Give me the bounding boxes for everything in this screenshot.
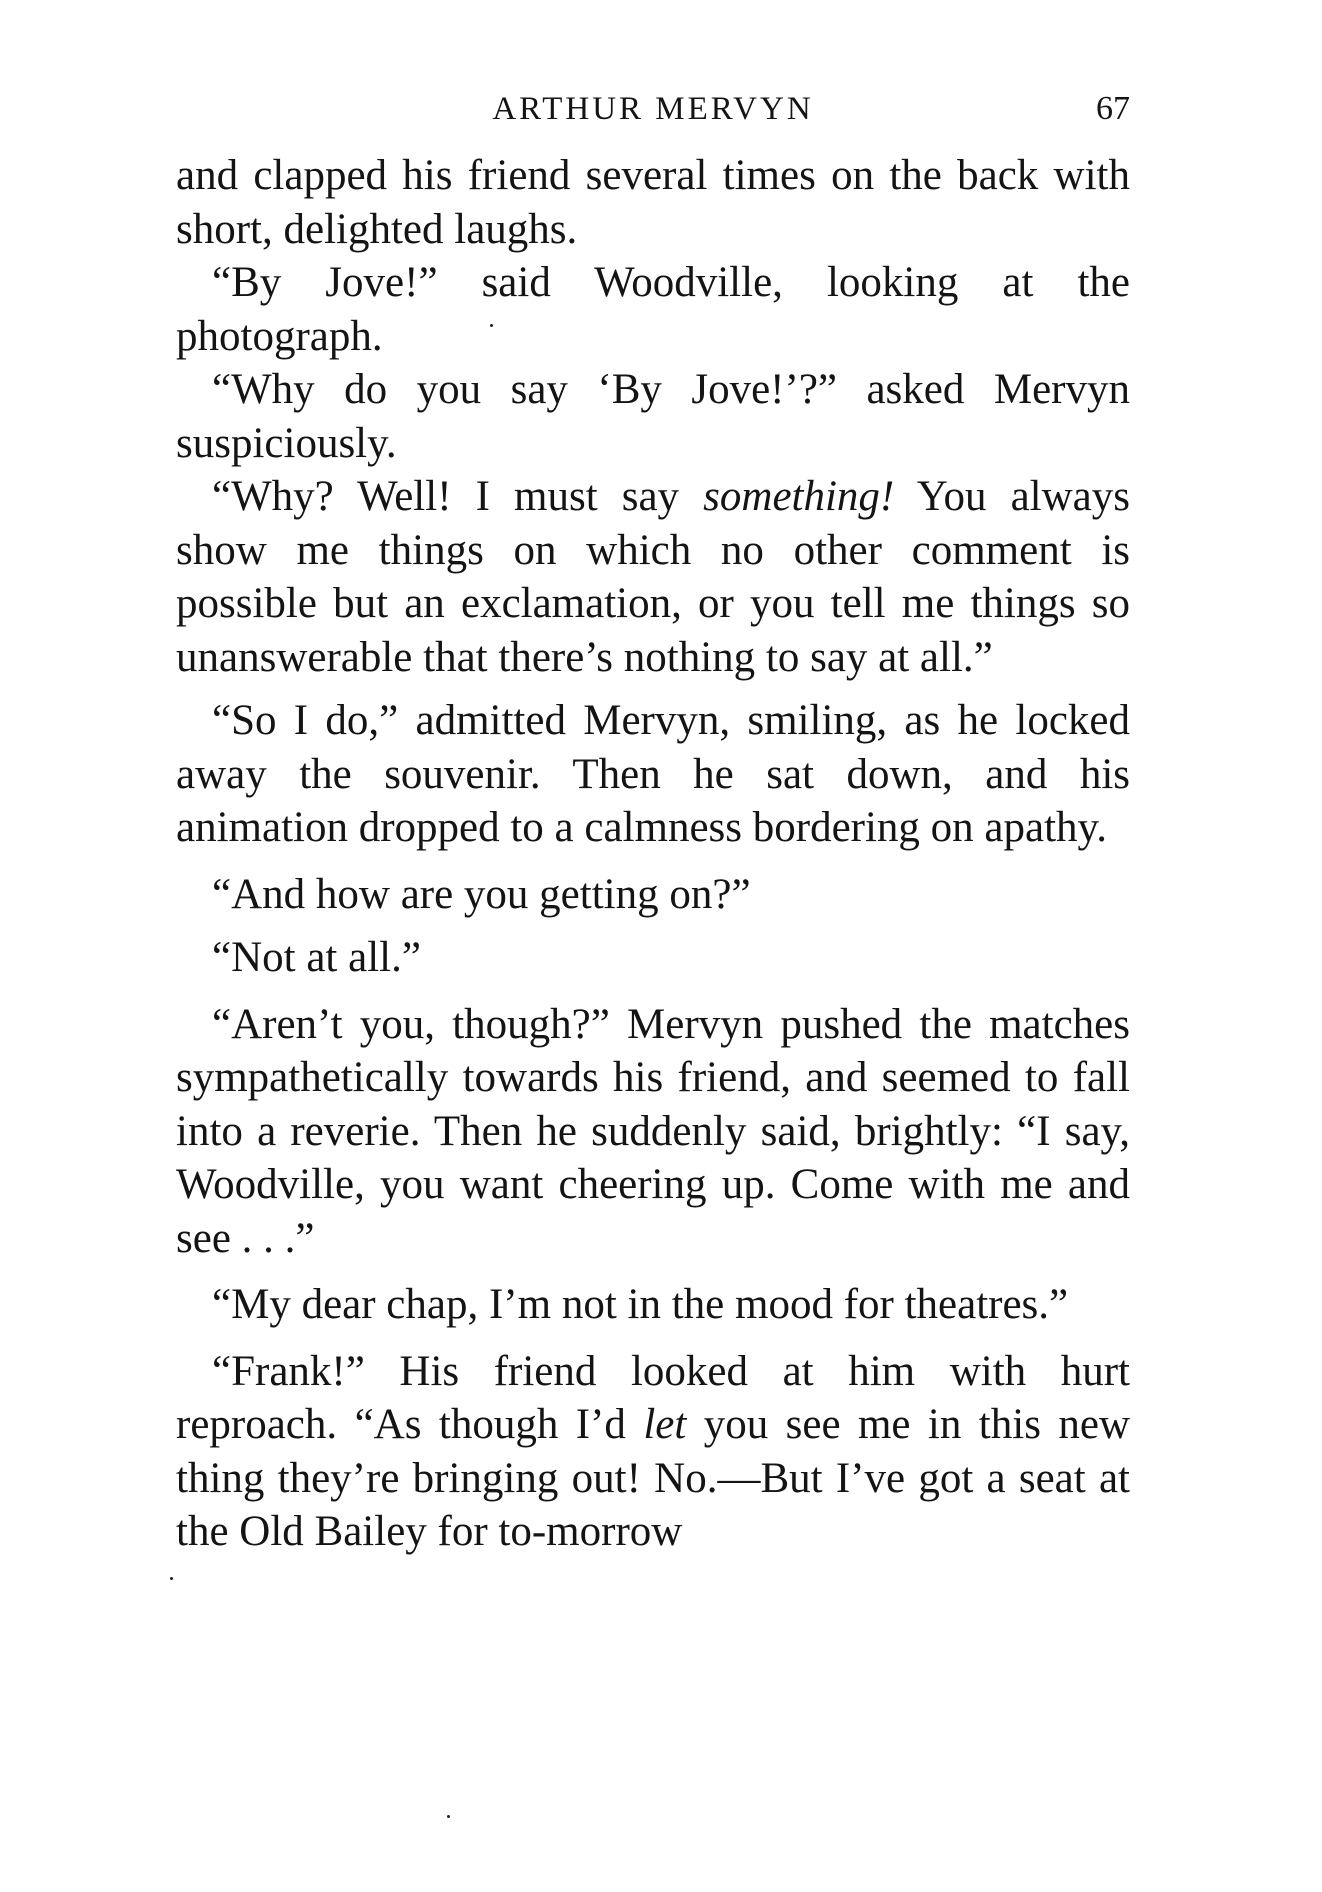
text-segment: you see me in this new thing they’re bringing out! No.—But I’ve got a seat at the Old Bailey for to-morrow (176, 1401, 1130, 1555)
paragraph (176, 931, 1130, 985)
paragraph (176, 998, 1130, 1266)
italic-emphasis: let (643, 1401, 687, 1448)
text-segment: “Frank!” His friend looked at him with hurt reproach. “As though I’d (176, 1347, 1130, 1448)
paragraph (176, 868, 1130, 922)
paragraph (176, 256, 1130, 363)
text-segment: “Why do you say ‘By Jove!’?” asked Mervyn suspiciously. (176, 366, 1130, 467)
text-segment: “Not at all.” (212, 934, 421, 981)
text-segment: “My dear chap, I’m not in the mood for theatres.” (212, 1281, 1069, 1328)
text-segment: “So I do,” admitted Mervyn, smiling, as he locked away the souvenir. Then he sat down, and his animation dropped to a calmness bordering on apathy. (176, 697, 1130, 851)
print-speck (170, 1577, 173, 1580)
text-segment: “Aren’t you, though?” Mervyn pushed the matches sympathetically towards his friend, and seemed to fall into a reverie. Then he suddenly said, brightly: “I say, Woodville, you want cheering up. Come with me and see . . .” (176, 1000, 1130, 1262)
body-text (176, 149, 1130, 1559)
page-header (176, 84, 1130, 134)
paragraph (176, 363, 1130, 470)
paragraph (176, 1345, 1130, 1559)
paragraph-continuation (176, 149, 1130, 256)
text-segment: “By Jove!” said Woodville, looking at the photograph. (176, 259, 1130, 360)
page-number: 67 (1096, 90, 1130, 127)
paragraph (176, 470, 1130, 684)
italic-emphasis: something! (703, 473, 895, 520)
running-title: ARTHUR MERVYN (492, 91, 814, 127)
paragraph (176, 694, 1130, 855)
text-segment: and clapped his friend several times on the back with short, delighted laughs. (176, 152, 1130, 253)
text-segment: “Why? Well! I must say (212, 473, 704, 520)
paragraph (176, 1278, 1130, 1332)
text-segment: You always show me things on which no other comment is possible but an exclamation, or you tell me things so unanswerable that there’s nothing to say at all.” (176, 473, 1130, 681)
print-speck (447, 1815, 450, 1818)
text-segment: “And how are you getting on?” (212, 870, 751, 918)
print-speck (490, 324, 493, 327)
